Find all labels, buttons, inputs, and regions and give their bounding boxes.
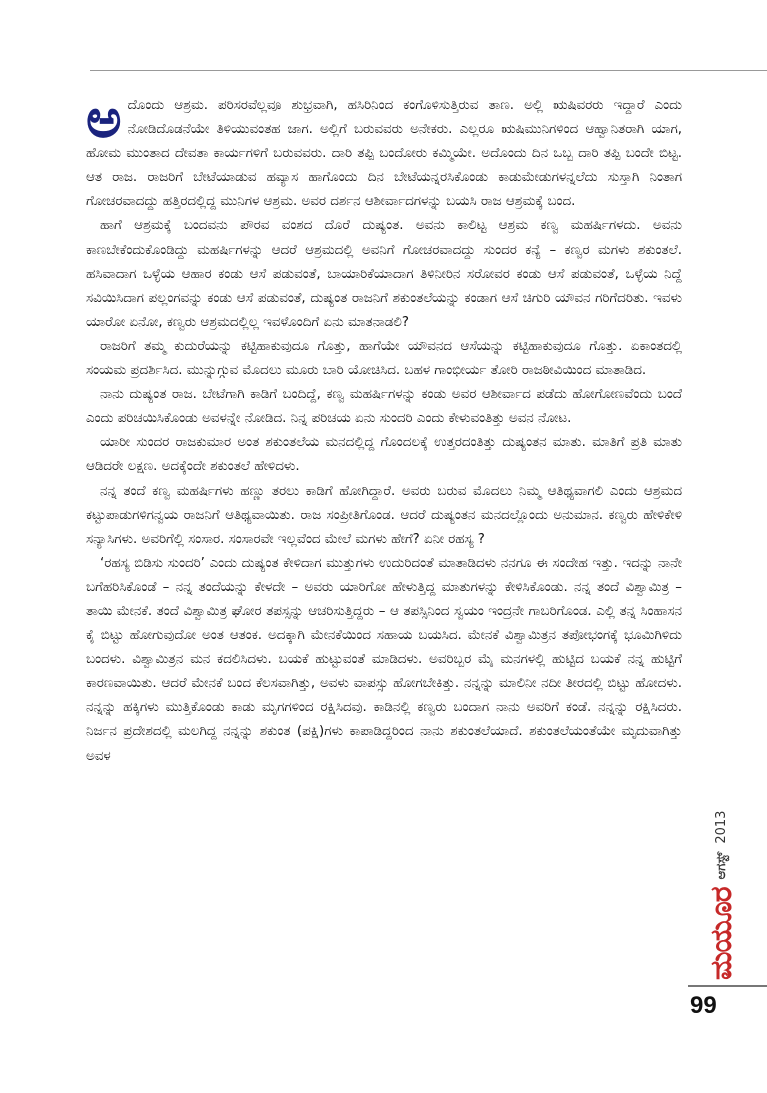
paragraph-5: ಯಾರೀ ಸುಂದರ ರಾಜಕುಮಾರ ಅಂತ ಶಕುಂತಲೆಯ ಮನದಲ್ಲಿದ್ದ ಗೊಂದಲಕ್ಕೆ ಉತ್ತರದಂತಿತ್ತು ದುಷ್ಯಂತನ ಮಾತು. ಮಾತಿಗೆ ಪ್ರತಿ ಮಾತು ಆಡಿದರೇ ಲಕ್ಷಣ. ಅದಕ್ಕೆಂದೇ ಶಕುಂತಲೆ ಹೇಳಿದಳು. [86, 435, 682, 475]
paragraph-2: ಹಾಗೆ ಆಶ್ರಮಕ್ಕೆ ಬಂದವನು ಪೌರವ ವಂಶದ ದೊರೆ ದುಷ್ಯಂತ. ಅವನು ಕಾಲಿಟ್ಟ ಆಶ್ರಮ ಕಣ್ವ ಮಹರ್ಷಿಗಳದು. ಅವನು ಕಾಣಬೇಕೆಂದುಕೊಂಡಿದ್ದು ಮಹರ್ಷಿಗಳನ್ನು ಆದರೆ ಆಶ್ರಮದಲ್ಲಿ ಅವನಿಗೆ ಗೋಚರವಾದದ್ದು ಸುಂದರ ಕನ್ಯೆ – ಕಣ್ವರ ಮಗಳು ಶಕುಂತಲೆ. ಹಸಿವಾದಾಗ ಒಳ್ಳೆಯ ಆಹಾರ ಕಂಡು ಆಸೆ ಪಡುವಂತೆ, ಬಾಯಾರಿಕೆಯಾದಾಗ ತಿಳಿನೀರಿನ ಸರೋವರ ಕಂಡು ಆಸೆ ಪಡುವಂತೆ, ಒಳ್ಳೆಯ ನಿದ್ದೆ ಸವಿಯಿಸಿದಾಗ ಪಲ್ಲಂಗವನ್ನು ಕಂಡು ಆಸೆ ಪಡುವಂತೆ, ದುಷ್ಯಂತ ರಾಜನಿಗೆ ಶಕುಂತಲೆಯನ್ನು ಕಂಡಾಗ ಆಸೆ ಚಿಗುರಿ ಯೌವನ ಗರಿಗೆದರಿತು. ಇವಳು ಯಾರೋ ಏನೋ, ಕಣ್ವರು ಆಶ್ರಮದಲ್ಲಿಲ್ಲ ಇವಳೊಂದಿಗೆ ಏನು ಮಾತನಾಡಲಿ? [86, 218, 682, 330]
drop-cap: ಅ [86, 86, 122, 150]
magazine-sidebar [681, 790, 739, 980]
article-body [86, 86, 682, 769]
paragraph-3: ರಾಜರಿಗೆ ತಮ್ಮ ಕುದುರೆಯನ್ನು ಕಟ್ಟಿಹಾಕುವುದೂ ಗೊತ್ತು, ಹಾಗೆಯೇ ಯೌವನದ ಆಸೆಯನ್ನು ಕಟ್ಟಿಹಾಕುವುದೂ ಗೊತ್ತು. ಏಕಾಂತದಲ್ಲಿ ಸಂಯಮ ಪ್ರದರ್ಶಿಸಿದ. ಮುನ್ನುಗ್ಗುವ ಮೊದಲು ಮೂರು ಬಾರಿ ಯೋಚಿಸಿದ. ಬಹಳ ಗಾಂಭೀರ್ಯ ತೋರಿ ರಾಜಠೀವಿಯಿಂದ ಮಾತಾಡಿದ. [86, 338, 682, 379]
paragraph-1-text: ದೊಂದು ಆಶ್ರಮ. ಪರಿಸರವೆಲ್ಲವೂ ಶುಭ್ರವಾಗಿ, ಹಸಿರಿನಿಂದ ಕಂಗೊಳಿಸುತ್ತಿರುವ ತಾಣ. ಅಲ್ಲಿ ಋಷಿವರರು ಇದ್ದಾರೆ ಎಂದು ನೋಡಿದೊಡನೆಯೇ ತಿಳಿಯುವಂತಹ ಜಾಗ. ಅಲ್ಲಿಗೆ ಬರುವವರು ಅನೇಕರು. ಎಲ್ಲರೂ ಋಷಿಮುನಿಗಳಿಂದ ಆಹ್ವಾನಿತರಾಗಿ ಯಾಗ, ಹೋಮ ಮುಂತಾದ ದೇವತಾ ಕಾರ್ಯಗಳಿಗೆ ಬರುವವರು. ದಾರಿ ತಪ್ಪಿ ಬಂದೋರು ಕಮ್ಮಿಯೇ. ಅದೊಂದು ದಿನ ಒಬ್ಬ ದಾರಿ ತಪ್ಪಿ ಬಂದೇ ಬಿಟ್ಟ. ಆತ ರಾಜ. ರಾಜರಿಗೆ ಬೇಟೆಯಾಡುವ ಹವ್ಯಾಸ ಹಾಗೊಂದು ದಿನ ಬೇಟೆಯನ್ನರಸಿಕೊಂಡು ಕಾಡುಮೇಡುಗಳನ್ನಲೆದು ಸುಸ್ತಾಗಿ ನಿಂತಾಗ ಗೋಚರವಾದದ್ದು ಹತ್ತಿರದಲ್ಲಿದ್ದ ಮುನಿಗಳ ಆಶ್ರಮ. ಅವರ ದರ್ಶನ ಆಶೀರ್ವಾದಗಳನ್ನು ಬಯಸಿ ರಾಜ ಆಶ್ರಮಕ್ಕೆ ಬಂದ. [86, 98, 682, 210]
paragraph-7: ‘ರಹಸ್ಯ ಬಿಡಿಸು ಸುಂದರಿ’ ಎಂದು ದುಷ್ಯಂತ ಕೇಳಿದಾಗ ಮುತ್ತುಗಳು ಉದುರಿದಂತೆ ಮಾತಾಡಿದಳು ನನಗೂ ಈ ಸಂದೇಹ ಇತ್ತು. ಇದನ್ನು ನಾನೇ ಬಗೆಹರಿಸಿಕೊಂಡೆ – ನನ್ನ ತಂದೆಯನ್ನು ಕೇಳದೇ – ಅವರು ಯಾರಿಗೋ ಹೇಳುತ್ತಿದ್ದ ಮಾತುಗಳನ್ನು ಕೇಳಿಸಿಕೊಂಡು. ನನ್ನ ತಂದೆ ವಿಶ್ವಾಮಿತ್ರ – ತಾಯಿ ಮೇನಕೆ. ತಂದೆ ವಿಶ್ವಾಮಿತ್ರ ಘೋರ ತಪಸ್ಸನ್ನು ಆಚರಿಸುತ್ತಿದ್ದರು – ಆ ತಪಸ್ಸಿನಿಂದ ಸ್ವಯಂ ಇಂದ್ರನೇ ಗಾಬರಿಗೊಂಡ. ಎಲ್ಲಿ ತನ್ನ ಸಿಂಹಾಸನ ಕೈ ಬಿಟ್ಟು ಹೋಗುವುದೋ ಅಂತ ಆತಂಕ. ಅದಕ್ಕಾಗಿ ಮೇನಕೆಯಿಂದ ಸಹಾಯ ಬಯಸಿದ. ಮೇನಕೆ ವಿಶ್ವಾಮಿತ್ರನ ತಪೋಭಂಗಕ್ಕೆ ಭೂಮಿಗಿಳಿದು ಬಂದಳು. ವಿಶ್ವಾಮಿತ್ರನ ಮನ ಕದಲಿಸಿದಳು. ಬಯಕೆ ಹುಟ್ಟುವಂತೆ ಮಾಡಿದಳು. ಅವರಿಬ್ಬರ ಮೈ ಮನಗಳಲ್ಲಿ ಹುಟ್ಟಿದ ಬಯಕೆ ನನ್ನ ಹುಟ್ಟಿಗೆ ಕಾರಣವಾಯಿತು. ಆದರೆ ಮೇನಕೆ ಬಂದ ಕೆಲಸವಾಗಿತ್ತು, ಅವಳು ವಾಪಸ್ಸು ಹೋಗಬೇಕಿತ್ತು. ನನ್ನನ್ನು ಮಾಲಿನೀ ನದೀ ತೀರದಲ್ಲಿ ಬಿಟ್ಟು ಹೋದಳು. ನನ್ನನ್ನು ಹಕ್ಕಿಗಳು ಮುತ್ತಿಕೊಂಡು ಕಾಡು ಮೃಗಗಳಿಂದ ರಕ್ಷಿಸಿದವು. ಕಾಡಿನಲ್ಲಿ ಕಣ್ವರು ಬಂದಾಗ ನಾನು ಅವರಿಗೆ ಕಂಡೆ. ನನ್ನನ್ನು ರಕ್ಷಿಸಿದರು. ನಿರ್ಜನ ಪ್ರದೇಶದಲ್ಲಿ ಮಲಗಿದ್ದ ನನ್ನನ್ನು ಶಕುಂತ (ಪಕ್ಷಿ)ಗಳು ಕಾಪಾಡಿದ್ದರಿಂದ ನಾನು ಶಕುಂತಲೆಯಾದೆ. ಶಕುಂತಲೆಯಂತೆಯೇ ಮೃದುವಾಗಿತ್ತು ಅವಳ [86, 555, 682, 764]
paragraph-6: ನನ್ನ ತಂದೆ ಕಣ್ವ ಮಹರ್ಷಿಗಳು ಹಣ್ಣು ತರಲು ಕಾಡಿಗೆ ಹೋಗಿದ್ದಾರೆ. ಅವರು ಬರುವ ಮೊದಲು ನಿಮ್ಮ ಆತಿಥ್ಯವಾಗಲಿ ಎಂದು ಆಶ್ರಮದ ಕಟ್ಟುಪಾಡುಗಳಿಗನ್ವಯ ರಾಜನಿಗೆ ಆತಿಥ್ಯವಾಯಿತು. ರಾಜ ಸಂಪ್ರೀತಿಗೊಂಡ. ಆದರೆ ದುಷ್ಯಂತನ ಮನದಲ್ಲೊಂದು ಅನುಮಾನ. ಕಣ್ವರು ಹೇಳಿಕೇಳಿ ಸನ್ಯಾಸಿಗಳು. ಅವರಿಗೆಲ್ಲಿ ಸಂಸಾರ. ಸಂಸಾರವೇ ಇಲ್ಲವೆಂದ ಮೇಲೆ ಮಗಳು ಹೇಗೆ? ಏನೀ ರಹಸ್ಯ ? [86, 483, 682, 547]
paragraph-4: ನಾನು ದುಷ್ಯಂತ ರಾಜ. ಬೇಟೆಗಾಗಿ ಕಾಡಿಗೆ ಬಂದಿದ್ದೆ, ಕಣ್ವ ಮಹರ್ಷಿಗಳನ್ನು ಕಂಡು ಅವರ ಆಶೀರ್ವಾದ ಪಡೆದು ಹೋಗೋಣವೆಂದು ಬಂದೆ ಎಂದು ಪರಿಚಯಿಸಿಕೊಂಡು ಅವಳನ್ನೇ ನೋಡಿದ. ನಿನ್ನ ಪರಿಚಯ ಏನು ಸುಂದರಿ ಎಂದು ಕೇಳುವಂತಿತ್ತು ಅವನ ನೋಟ. [86, 387, 682, 427]
paragraph-1 [86, 86, 682, 214]
issue-month: ಆಗಸ್ಟ್ [713, 851, 729, 880]
magazine-masthead: ಮಯೂರ [703, 887, 739, 980]
page-number-rule [688, 985, 767, 987]
issue-year: 2013 [713, 810, 729, 844]
page-number: 99 [690, 992, 717, 1019]
top-rule [90, 70, 767, 71]
